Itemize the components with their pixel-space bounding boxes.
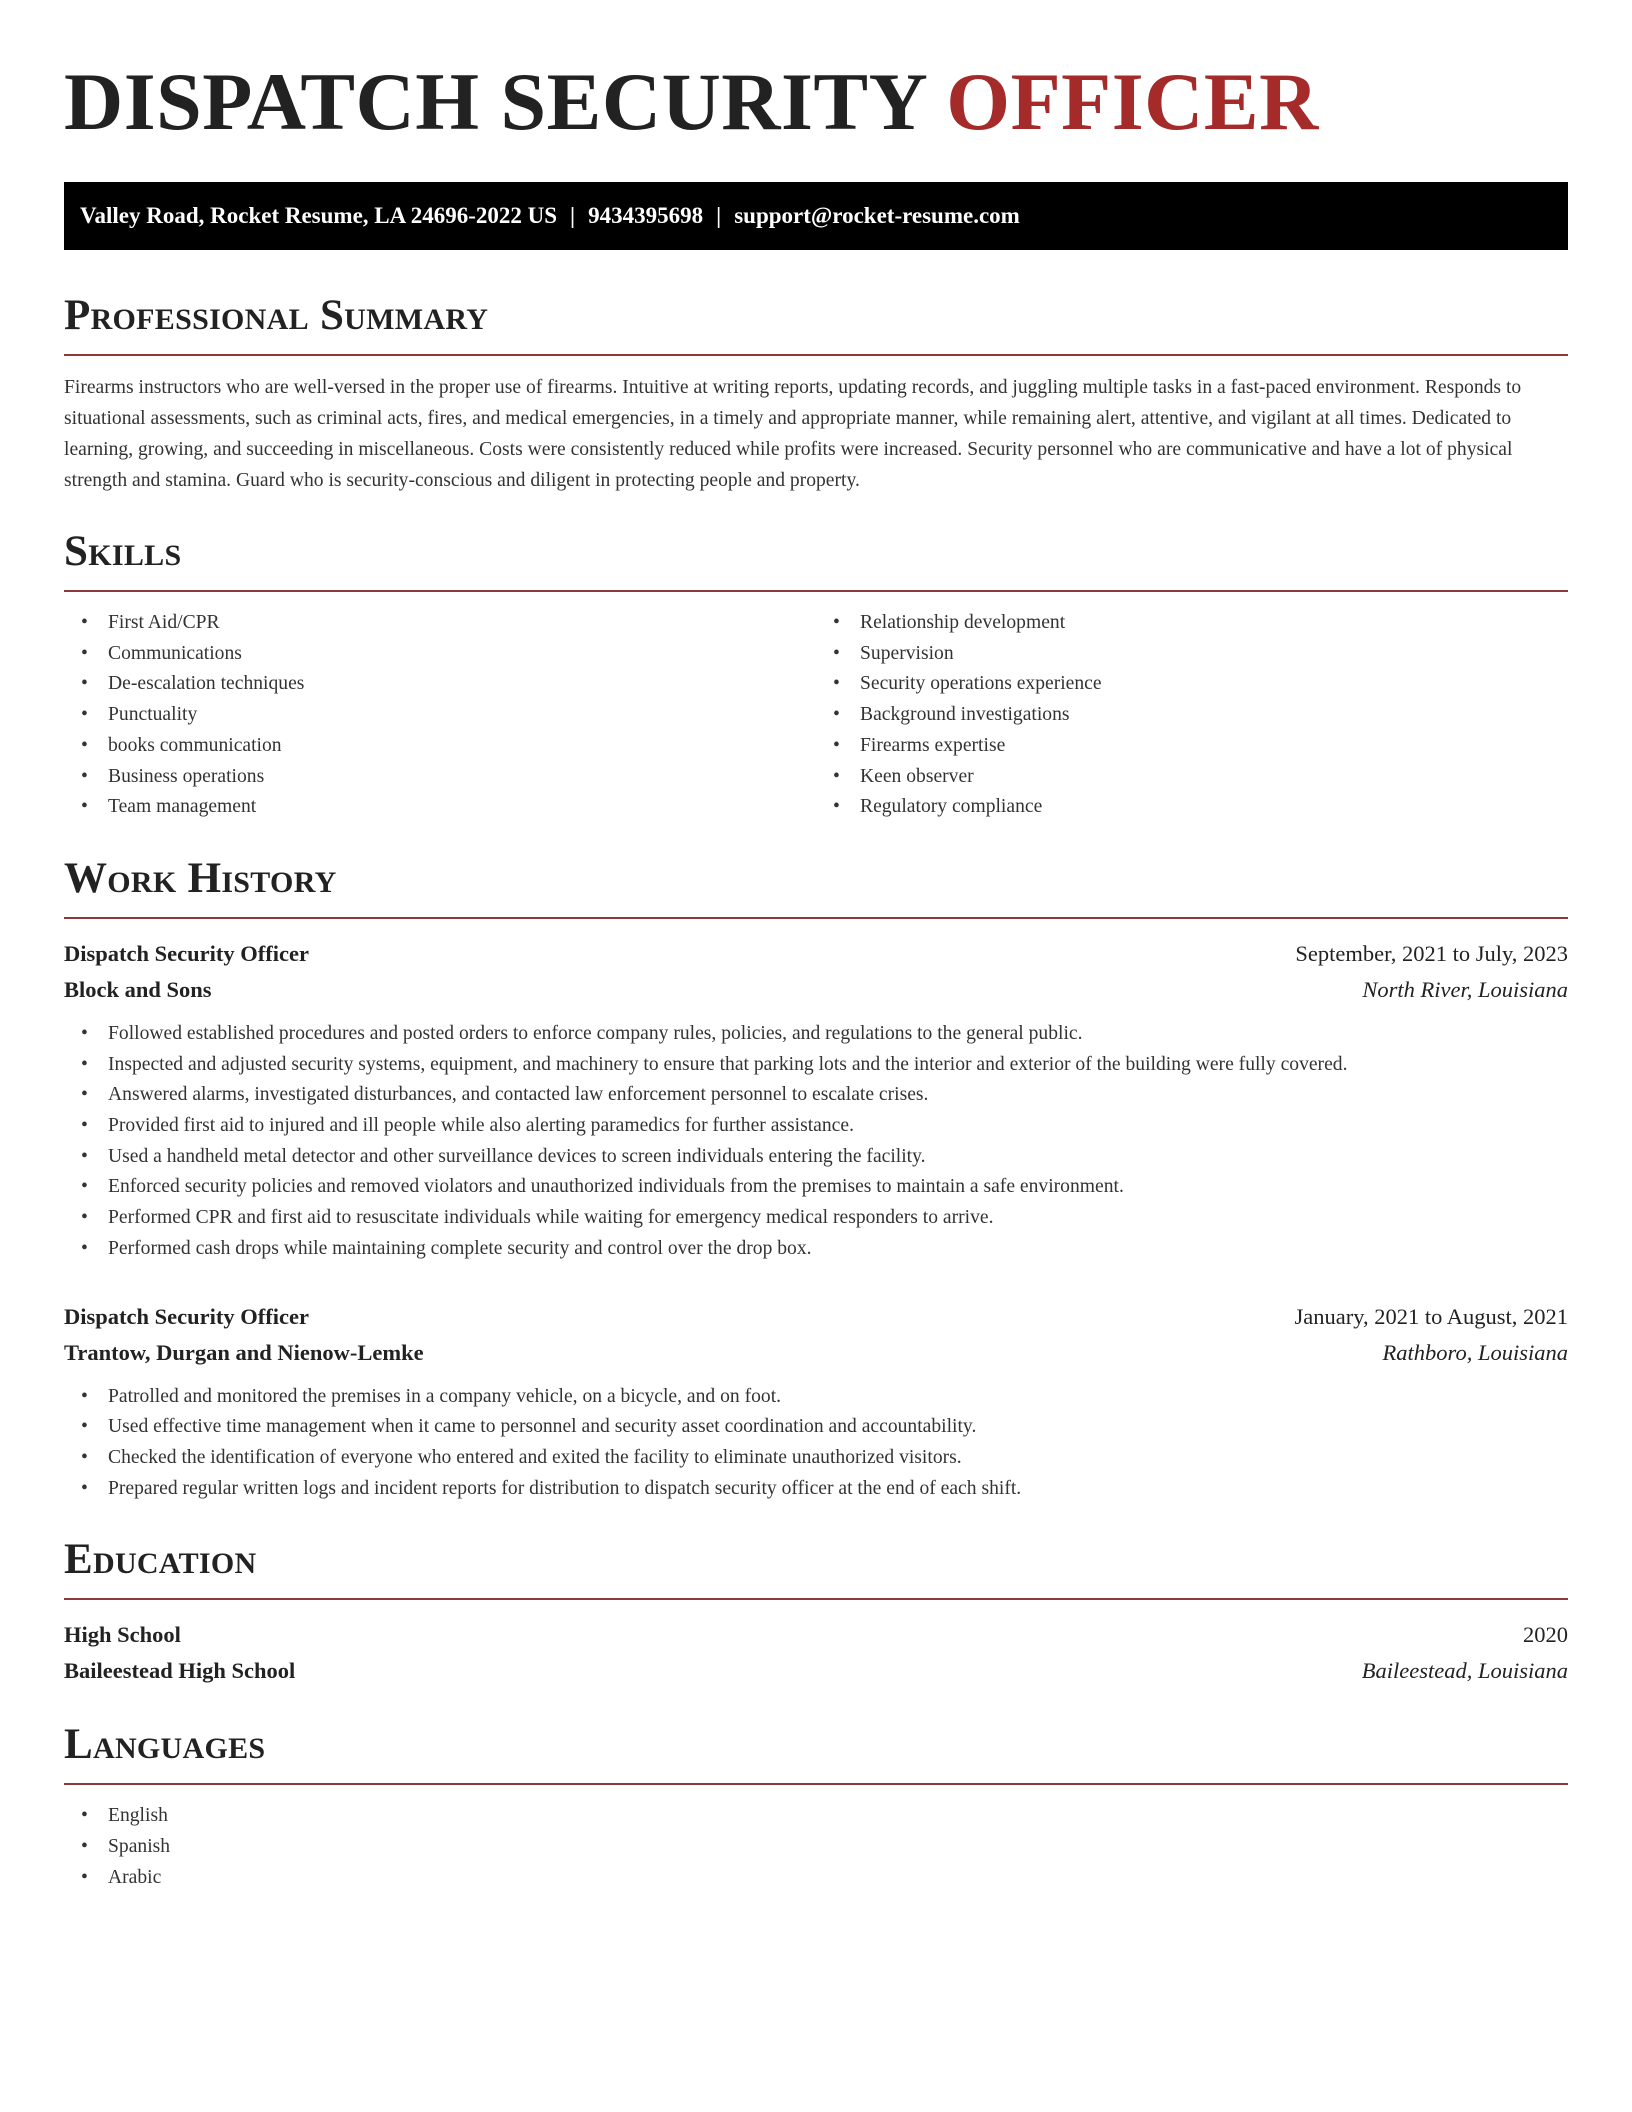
skills-section [64,526,1568,823]
job-duties-list [64,1382,1568,1505]
section-title-education: Education [64,1536,257,1584]
job-duty: • Prepared regular written logs and incident reports for distribution to dispatch security officer at the end of each shift. [64,1474,1568,1505]
languages-section [64,1719,1568,1893]
section-divider [64,1783,1568,1785]
section-title-summary: Professional Summary [64,292,489,339]
job-company-row [64,1335,1568,1371]
job-duty: • Used effective time management when it came to personnel and security asset coordination and accountability. [64,1412,1568,1443]
skill-item: • books communication [64,731,816,762]
languages-list [64,1801,1568,1893]
job-dates: September, 2021 to July, 2023 [1295,940,1568,966]
contact-address: Valley Road, Rocket Resume, LA 24696-2022 US [80,203,558,228]
job-header-row [64,1299,1568,1335]
job-duty: • Patrolled and monitored the premises in a company vehicle, on a bicycle, and on foot. [64,1382,1568,1413]
skill-item: • Communications [64,639,816,670]
skill-item: • Security operations experience [816,669,1568,700]
job-header-row [64,936,1568,972]
skill-item: • De-escalation techniques [64,669,816,700]
section-divider [64,590,1568,592]
skill-item: • Regulatory compliance [816,792,1568,823]
education-school-row [64,1653,1568,1689]
section-divider [64,354,1568,356]
job-dates: January, 2021 to August, 2021 [1294,1303,1568,1329]
skill-item: • Punctuality [64,700,816,731]
education-section [64,1534,1568,1689]
job-duty: • Followed established procedures and posted orders to enforce company rules, policies, and regulations to the general public. [64,1019,1568,1050]
education-entry [64,1617,1568,1689]
contact-separator: | [716,203,722,228]
skill-item: • Background investigations [816,700,1568,731]
skills-list-left [64,608,816,823]
name-main: DISPATCH SECURITY [64,56,947,147]
summary-text: Firearms instructors who are well-versed in the proper use of firearms. Intuitive at writing reports, updating records, and juggling multiple tasks in a fast-paced environment. Responds to situational assessments, such as criminal acts, fires, and medical emergencies, in a timely and appropriate manner, while remaining alert, attentive, and vigilant at all times. Dedicated to learning, growing, and succeeding in miscellaneous. Costs were consistently reduced while profits were increased. Security personnel who are communicative and have a lot of physical strength and stamina. Guard who is security-conscious and diligent in protecting people and property. [64,377,1522,491]
job-duty: • Answered alarms, investigated disturbances, and contacted law enforcement personnel to escalate crises. [64,1080,1568,1111]
candidate-name [64,52,1568,152]
education-degree-row [64,1617,1568,1653]
job-duty: • Performed CPR and first aid to resuscitate individuals while waiting for emergency medical responders to arrive. [64,1203,1568,1234]
education-school: Baileestead High School [64,1658,296,1684]
job-duty: • Used a handheld metal detector and other surveillance devices to screen individuals entering the facility. [64,1142,1568,1173]
job-duty: • Performed cash drops while maintaining complete security and control over the drop box. [64,1234,1568,1265]
name-accent: OFFICER [946,56,1319,147]
job-duty: • Provided first aid to injured and ill people while also alerting paramedics for further assistance. [64,1111,1568,1142]
education-location: Baileestead, Louisiana [1361,1658,1568,1684]
job-title: Dispatch Security Officer [64,940,309,966]
skills-column-right [816,608,1568,823]
section-title-languages: Languages [64,1721,266,1769]
job-location: North River, Louisiana [1362,976,1568,1002]
job-duty: • Inspected and adjusted security systems, equipment, and machinery to ensure that parking lots and the interior and exterior of the building were fully covered. [64,1050,1568,1081]
skill-item: • Business operations [64,762,816,793]
section-divider [64,1598,1568,1600]
job-company: Block and Sons [64,976,212,1002]
contact-separator: | [570,203,576,228]
language-item: • Spanish [64,1832,1568,1863]
job-duties-list [64,1019,1568,1265]
skills-grid [64,608,1568,823]
section-title-work-history: Work History [64,854,337,902]
job-duty: • Checked the identification of everyone who entered and exited the facility to eliminate unauthorized visitors. [64,1443,1568,1474]
contact-phone: 9434395698 [588,203,704,228]
summary-section [64,290,1568,496]
skill-item: • Supervision [816,639,1568,670]
language-item: • English [64,1801,1568,1832]
job-company-row [64,972,1568,1008]
language-item: • Arabic [64,1863,1568,1894]
skills-list-right [816,608,1568,823]
skill-item: • Team management [64,792,816,823]
skill-item: • First Aid/CPR [64,608,816,639]
education-year: 2020 [1523,1622,1568,1648]
skill-item: • Keen observer [816,762,1568,793]
job-duty: • Enforced security policies and removed violators and unauthorized individuals from the premises to maintain a safe environment. [64,1172,1568,1203]
work-history-section [64,853,1568,1504]
job-company: Trantow, Durgan and Nienow-Lemke [64,1339,424,1365]
skill-item: • Firearms expertise [816,731,1568,762]
section-divider [64,917,1568,919]
job-title: Dispatch Security Officer [64,1303,309,1329]
job-entry [64,1299,1568,1505]
job-entry [64,936,1568,1265]
education-degree: High School [64,1622,181,1648]
skills-column-left [64,608,816,823]
contact-email: support@rocket-resume.com [734,203,1020,228]
skill-item: • Relationship development [816,608,1568,639]
job-location: Rathboro, Louisiana [1382,1339,1568,1365]
contact-bar [64,182,1568,250]
section-title-skills: Skills [64,528,182,575]
